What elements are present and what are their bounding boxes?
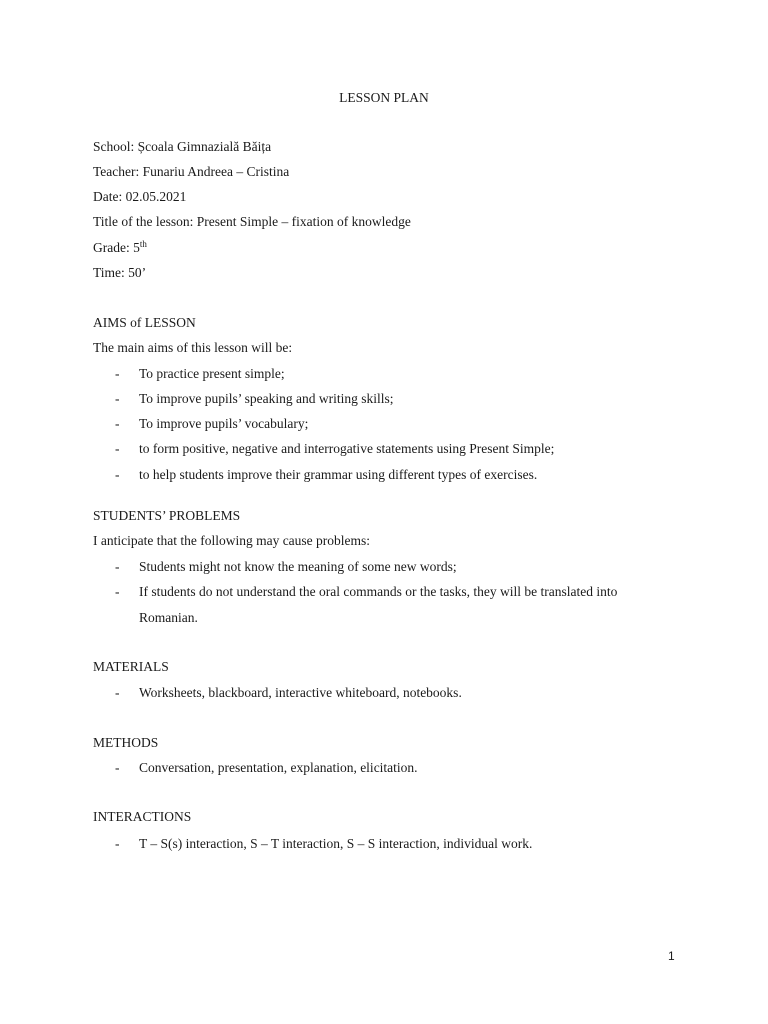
bullet-dash: - xyxy=(115,416,120,431)
problem-item: Students might not know the meaning of some new words; xyxy=(139,559,457,574)
school-line: School: Școala Gimnazială Băița xyxy=(93,139,272,154)
aims-intro: The main aims of this lesson will be: xyxy=(93,340,293,355)
bullet-dash: - xyxy=(115,441,120,456)
bullet-dash: - xyxy=(115,836,120,851)
grade-line xyxy=(93,241,147,255)
bullet-dash: - xyxy=(115,584,120,599)
time-line: Time: 50’ xyxy=(93,265,147,280)
bullet-dash: - xyxy=(115,559,120,574)
aim-item: to form positive, negative and interrogative statements using Present Simple; xyxy=(139,441,555,456)
bullet-dash: - xyxy=(115,391,120,406)
methods-heading: METHODS xyxy=(93,735,159,750)
teacher-line: Teacher: Funariu Andreea – Cristina xyxy=(93,164,290,179)
grade-label: Grade: 5 xyxy=(93,240,140,255)
bullet-dash: - xyxy=(115,366,120,381)
material-item: Worksheets, blackboard, interactive whiteboard, notebooks. xyxy=(139,685,462,700)
problems-heading: STUDENTS’ PROBLEMS xyxy=(93,508,241,523)
bullet-dash: - xyxy=(115,760,120,775)
bullet-dash: - xyxy=(115,467,120,482)
page-number: 1 xyxy=(668,949,675,963)
interactions-heading: INTERACTIONS xyxy=(93,809,192,824)
aim-item: To improve pupils’ speaking and writing skills; xyxy=(139,391,394,406)
aim-item: To improve pupils’ vocabulary; xyxy=(139,416,309,431)
problem-item: If students do not understand the oral commands or the tasks, they will be translated into xyxy=(139,584,618,599)
document-title: LESSON PLAN xyxy=(339,90,429,105)
problem-item-continuation: Romanian. xyxy=(139,610,198,625)
lesson-title-line: Title of the lesson: Present Simple – fixation of knowledge xyxy=(93,214,411,229)
grade-suffix: th xyxy=(139,239,147,249)
bullet-dash: - xyxy=(115,685,120,700)
date-line: Date: 02.05.2021 xyxy=(93,189,187,204)
interaction-item: T – S(s) interaction, S – T interaction, S – S interaction, individual work. xyxy=(139,836,533,851)
method-item: Conversation, presentation, explanation, elicitation. xyxy=(139,760,418,775)
aim-item: To practice present simple; xyxy=(139,366,285,381)
aim-item: to help students improve their grammar using different types of exercises. xyxy=(139,467,538,482)
aims-heading: AIMS of LESSON xyxy=(93,315,196,330)
materials-heading: MATERIALS xyxy=(93,659,169,674)
problems-intro: I anticipate that the following may cause problems: xyxy=(93,533,371,548)
